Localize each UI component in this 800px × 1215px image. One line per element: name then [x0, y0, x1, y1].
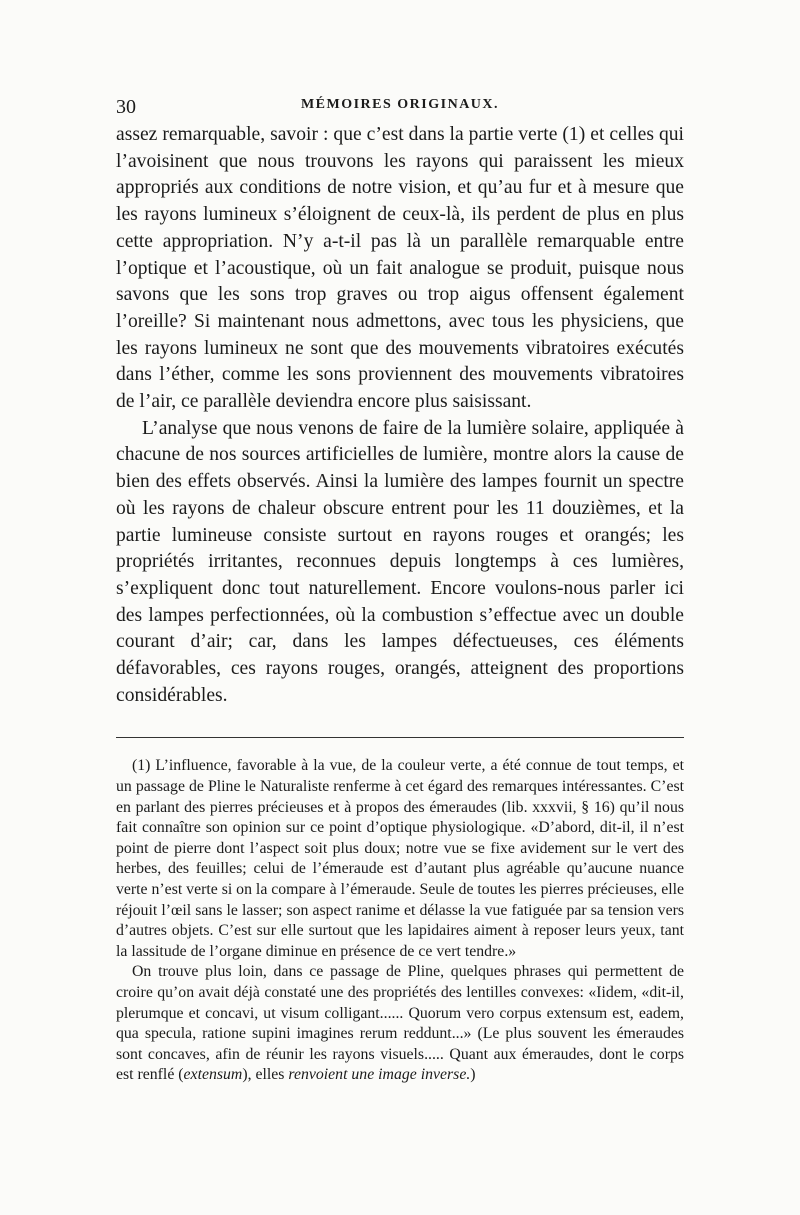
footnote-italic-phrase: renvoient une image inverse. — [288, 1066, 471, 1084]
footnote-text: ), elles — [242, 1066, 289, 1084]
footnote-1: (1) L’influence, favorable à la vue, de la couleur verte, a été connue de tout temps, et un passage de Pline le Naturaliste renferme à cet égard des remarques intéressantes. C’est en parlant des pierres précieuses et à propos des émeraudes (lib. xxxvii, § 16) qu’il nous fait connaître son opinion sur ce point d’optique physiologique. «D’abord, dit-il, il n’est point de pierre dont l’aspect soit plus doux; notre vue se fixe avidement sur le vert des herbes, des feuilles; celui de l’émeraude est d’autant plus agréable qu’aucune nuance verte n’est verte si on la compare à l’émeraude. Seule de toutes les pierres précieuses, elle réjouit l’œil sans le lasser; son aspect ranime et délasse la vue fatiguée par sa tension vers d’autres objets. C’est sur elle surtout que les lapidaires aiment à reposer leurs yeux, tant la lassitude de l’organe diminue en présence de ce vert tendre.» — [116, 757, 685, 960]
footnote-reference: (1) — [562, 124, 586, 145]
footnotes — [116, 756, 684, 1086]
paragraph-1-rest: et celles qui l’avoisinent que nous trouvons les rayons qui paraissent les mieux appropriés aux conditions de notre vision, et qu’au fur et à mesure que les rayons lumineux s’éloignent de ceux-là, ils perdent de plus en plus cette appropriation. N’y a-t-il pas là un parallèle remarquable entre l’optique et l’acoustique, où un fait analogue se produit, puisque nous savons que les sons trop graves ou trop aigus offensent également l’oreille? Si maintenant nous admettons, avec tous les physiciens, que les rayons lumineux ne sont que des mouvements vibratoires exécutés dans l’éther, comme les sons proviennent des mouvements vibratoires de l’air, ce parallèle deviendra encore plus saisissant. — [116, 124, 684, 413]
paragraph-2: L’analyse que nous venons de faire de la lumière solaire, appliquée à chacune de nos sources artificielles de lumière, montre alors la cause de bien des effets observés. Ainsi la lumière des lampes fournit un spectre où les rayons de chaleur obscure entrent pour les 11 douzièmes, et la partie lumineuse consiste surtout en rayons rouges et orangés; les propriétés irritantes, reconnues depuis longtemps à ces lumières, s’expliquent donc tout naturellement. Encore voulons-nous parler ici des lampes perfectionnées, où la combustion s’effectue avec un double courant d’air; car, dans les lampes défectueuses, ces éléments défavorables, ces rayons rouges, orangés, atteignent des proportions considérables. — [116, 417, 684, 706]
footnote-text: On trouve plus loin, dans ce passage de Pline, quelques phrases qui permettent de croire qu’on avait déjà constaté une des propriétés des lentilles convexes: «Iidem, «dit-il, plerumque et concavi, ut visum colligant...... Quorum vero corpus extensum est, eadem, qua specula, ratione supini imagines rerum reddunt...» (Le plus souvent les émeraudes sont concaves, afin de réunir les rayons visuels..... Quant aux émeraudes, dont le corps est renflé ( — [116, 963, 684, 1084]
footnote-rule — [116, 737, 684, 738]
footnote-text: ) — [470, 1066, 476, 1084]
page-number: 30 — [116, 96, 136, 118]
paragraph-1-start: assez remarquable, savoir : que c’est dans la partie verte — [116, 124, 563, 145]
document-page — [116, 96, 684, 1086]
footnote-1-continued — [116, 962, 684, 1086]
footnote-italic-term: extensum — [183, 1066, 243, 1084]
page-header — [116, 96, 684, 122]
paragraph-1 — [116, 122, 684, 416]
main-text — [116, 122, 684, 709]
running-title: MÉMOIRES ORIGINAUX. — [300, 97, 500, 112]
